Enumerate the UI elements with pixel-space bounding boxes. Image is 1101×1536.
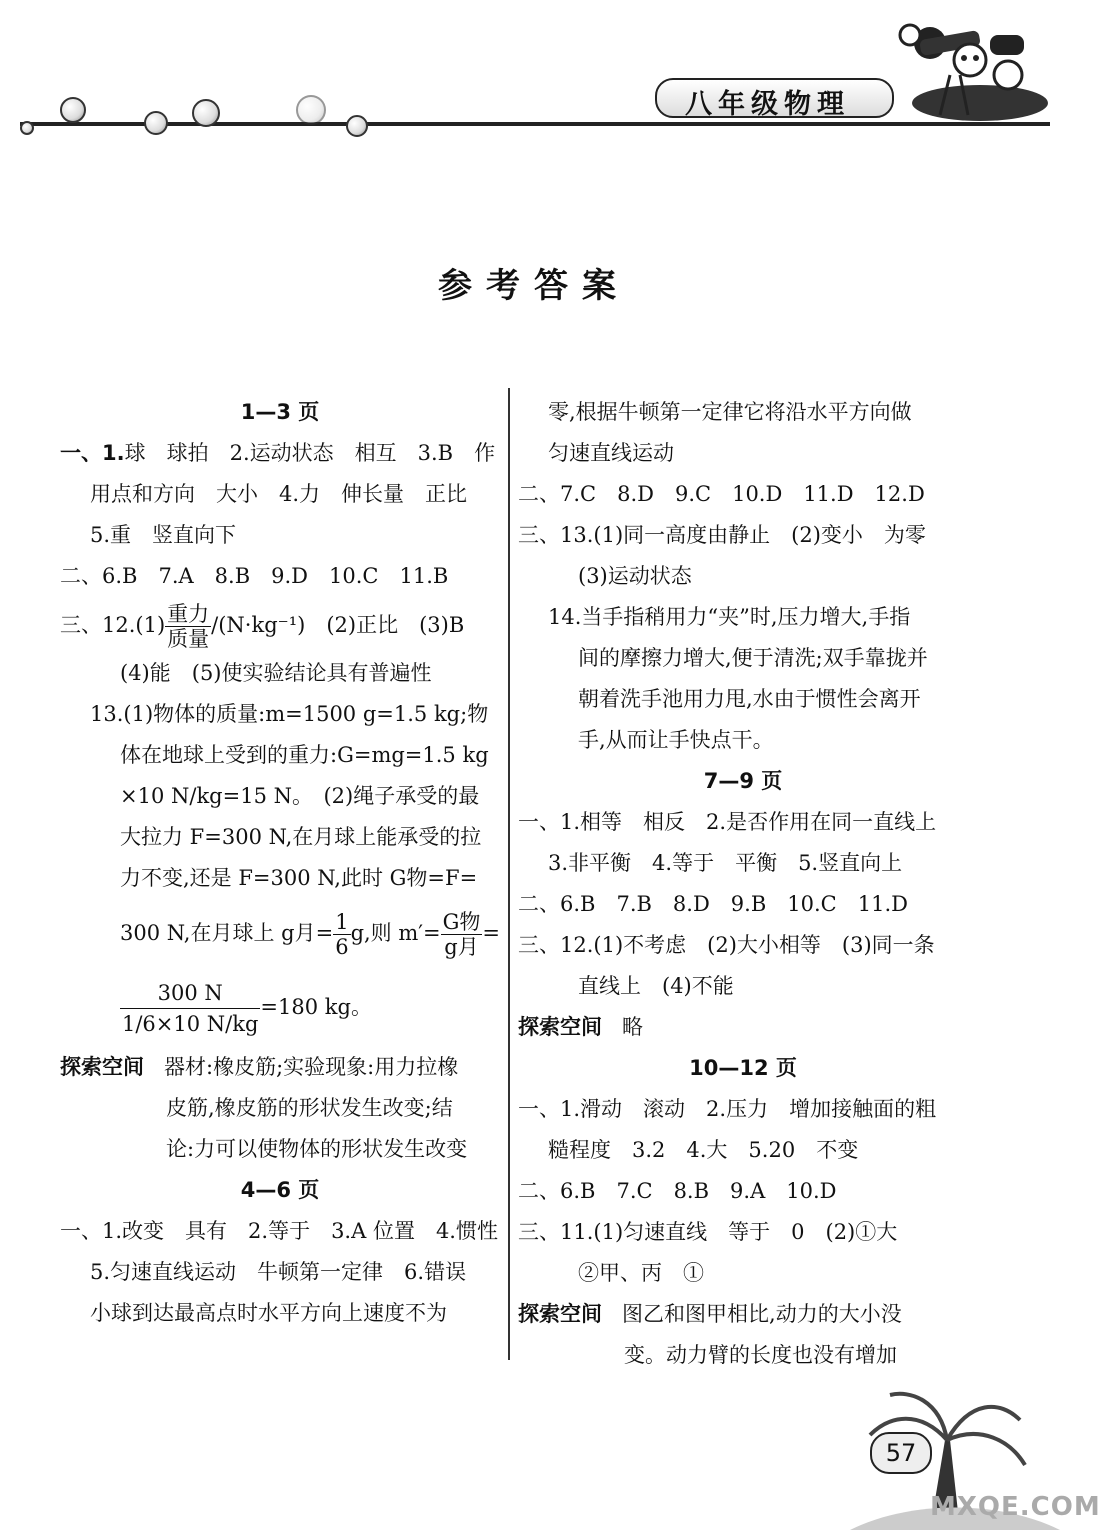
explore-line	[518, 1294, 968, 1335]
answer-line: 间的摩擦力增大,便于清洗;双手靠拢并	[578, 646, 928, 670]
answer-line: 用点和方向 大小 4.力 伸长量 正比	[90, 482, 468, 506]
answer-text: =180 kg。	[260, 995, 372, 1019]
answer-line	[60, 433, 500, 474]
explore-line: 变。动力臂的长度也没有增加	[624, 1343, 897, 1367]
answer-line: ②甲、丙 ①	[578, 1261, 704, 1285]
answer-line: 三、13.(1)同一高度由静止 (2)变小 为零	[518, 523, 926, 547]
bead-icon	[296, 95, 326, 125]
left-column	[60, 392, 500, 1334]
answer-line: 一、1.改变 具有 2.等于 3.A 位置 4.惯性	[60, 1219, 498, 1243]
answer-line: (3)运动状态	[578, 564, 692, 588]
bead-icon	[144, 111, 168, 135]
answer-line: 零,根据牛顿第一定律它将沿水平方向做	[548, 400, 912, 424]
answer-line-fraction	[60, 597, 500, 653]
subject-badge	[655, 78, 894, 118]
answer-line: 糙程度 3.2 4.大 5.20 不变	[548, 1138, 859, 1162]
answer-text: /(N·kg⁻¹) (2)正比 (3)B	[211, 613, 465, 637]
answer-line: 二、6.B 7.C 8.B 9.A 10.D	[518, 1179, 837, 1203]
answer-line: 大拉力 F=300 N,在月球上能承受的拉	[120, 825, 482, 849]
mascot-telescope-icon	[890, 15, 1050, 125]
answer-line-fraction	[60, 899, 500, 967]
answer-line-fraction	[60, 967, 500, 1047]
explore-label: 探索空间	[60, 1055, 144, 1079]
explore-label: 探索空间	[518, 1302, 602, 1326]
fraction-denominator: 6	[335, 935, 349, 959]
bead-icon	[60, 97, 86, 123]
explore-line: 论:力可以使物体的形状发生改变	[166, 1137, 468, 1161]
explore-line	[60, 1047, 500, 1088]
fraction-numerator: G物	[442, 910, 481, 934]
explore-line	[518, 1007, 968, 1048]
answer-line: ×10 N/kg=15 N。 (2)绳子承受的最	[120, 784, 480, 808]
column-divider	[508, 388, 510, 1360]
fraction	[120, 978, 260, 1039]
answer-line: 5.重 竖直向下	[90, 523, 237, 547]
fraction-denominator: g月	[444, 935, 479, 959]
answer-line: 力不变,还是 F=300 N,此时 G物=F=	[120, 866, 478, 890]
bead-icon	[192, 99, 220, 127]
answer-text: =	[482, 921, 501, 945]
page-title: 参考答案	[438, 266, 630, 306]
answer-line: 13.(1)物体的质量:m=1500 g=1.5 kg;物	[90, 702, 489, 726]
right-column	[518, 392, 968, 1376]
answer-number: 一、1.	[60, 441, 125, 465]
section-heading: 7—9 页	[703, 769, 783, 793]
section-heading: 4—6 页	[240, 1178, 320, 1202]
explore-line: 皮筋,橡皮筋的形状发生改变;结	[166, 1096, 453, 1120]
bead-icon	[20, 121, 34, 135]
answer-line: 小球到达最高点时水平方向上速度不为	[90, 1301, 447, 1325]
answer-line: 三、12.(1)不考虑 (2)大小相等 (3)同一条	[518, 933, 935, 957]
page-header	[0, 0, 1068, 150]
answer-line: 体在地球上受到的重力:G=mg=1.5 kg	[120, 743, 489, 767]
explore-text: 图乙和图甲相比,动力的大小没	[622, 1302, 902, 1326]
answer-line: 匀速直线运动	[548, 441, 674, 465]
answer-text: 300 N,在月球上 g月=	[120, 921, 334, 945]
answer-line: 直线上 (4)不能	[578, 974, 734, 998]
answer-line: 一、1.相等 相反 2.是否作用在同一直线上	[518, 810, 937, 834]
bead-icon	[346, 115, 368, 137]
answer-text: g,则 m′=	[350, 921, 441, 945]
fraction-numerator: 300 N	[120, 978, 260, 1009]
fraction-numerator: 重力	[167, 602, 210, 626]
answer-line: (4)能 (5)使实验结论具有普遍性	[120, 661, 432, 685]
watermark: MXQE.COM	[930, 1492, 1101, 1522]
answer-line: 3.非平衡 4.等于 平衡 5.竖直向上	[548, 851, 903, 875]
section-heading: 10—12 页	[689, 1056, 797, 1080]
answer-line: 一、1.滑动 滚动 2.压力 增加接触面的粗	[518, 1097, 937, 1121]
answer-line: 二、6.B 7.A 8.B 9.D 10.C 11.B	[60, 564, 449, 588]
answer-line: 三、11.(1)匀速直线 等于 0 (2)①大	[518, 1220, 898, 1244]
answer-line: 14.当手指稍用力“夹”时,压力增大,手指	[548, 605, 911, 629]
fraction	[441, 910, 483, 959]
answer-line: 5.匀速直线运动 牛顿第一定律 6.错误	[90, 1260, 467, 1284]
page-number: 57	[870, 1432, 932, 1474]
answer-line: 二、7.C 8.D 9.C 10.D 11.D 12.D	[518, 482, 925, 506]
explore-label: 探索空间	[518, 1015, 602, 1039]
fraction-denominator: 质量	[167, 627, 210, 651]
subject-label: 八年级物理	[685, 89, 850, 120]
answer-text: 球 球拍 2.运动状态 相互 3.B 作	[124, 441, 496, 465]
answer-line: 朝着洗手池用力甩,水由于惯性会离开	[578, 687, 921, 711]
section-heading: 1—3 页	[240, 400, 320, 424]
fraction	[165, 602, 211, 651]
explore-text: 略	[622, 1015, 644, 1039]
explore-text: 器材:橡皮筋;实验现象:用力拉橡	[164, 1055, 459, 1079]
answer-line: 二、6.B 7.B 8.D 9.B 10.C 11.D	[518, 892, 908, 916]
fraction-denominator: 1/6×10 N/kg	[122, 1012, 259, 1036]
answer-line: 手,从而让手快点干。	[578, 728, 774, 752]
fraction-numerator: 1	[335, 910, 349, 934]
fraction	[333, 910, 350, 959]
answer-text: 三、12.(1)	[60, 613, 166, 637]
